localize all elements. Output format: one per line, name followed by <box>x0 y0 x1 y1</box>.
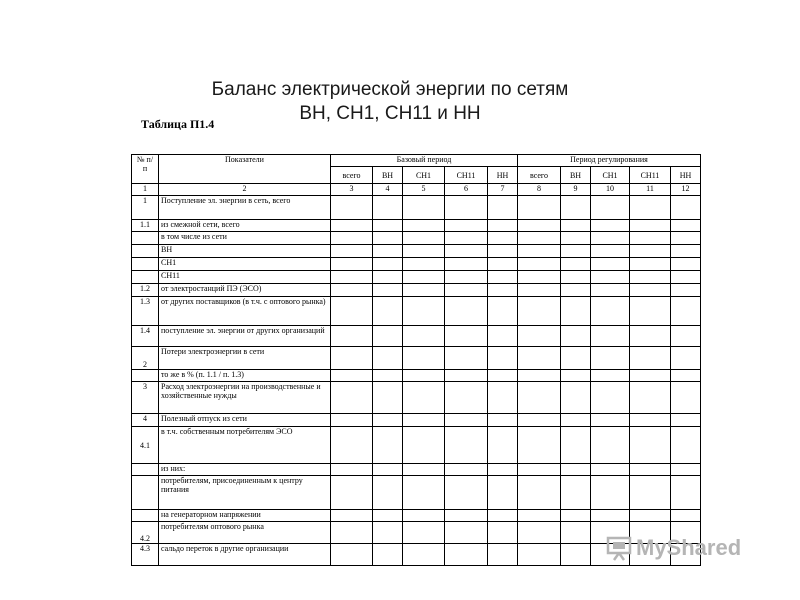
value-cell <box>488 544 518 566</box>
row-label: сальдо переток в другие организации <box>159 544 331 566</box>
value-cell <box>488 271 518 284</box>
value-cell <box>488 258 518 271</box>
row-number: 1.3 <box>132 297 159 326</box>
value-cell <box>518 297 561 326</box>
value-cell <box>518 271 561 284</box>
value-cell <box>671 347 701 370</box>
col-number: 6 <box>445 184 488 196</box>
value-cell <box>671 297 701 326</box>
row-label: потребителям, присоединенным к центру питания <box>159 476 331 510</box>
col-number: 11 <box>630 184 671 196</box>
value-cell <box>561 544 591 566</box>
table-row <box>132 196 701 220</box>
value-cell <box>445 464 488 476</box>
value-cell <box>403 196 445 220</box>
value-cell <box>488 522 518 544</box>
value-cell <box>488 232 518 245</box>
value-cell <box>445 347 488 370</box>
value-cell <box>488 284 518 297</box>
col-number: 1 <box>132 184 159 196</box>
value-cell <box>561 476 591 510</box>
value-cell <box>403 220 445 232</box>
value-cell <box>445 284 488 297</box>
row-label: Поступление эл. энергии в сеть, всего <box>159 196 331 220</box>
value-cell <box>331 427 373 464</box>
sub-header: СН1 <box>403 167 445 184</box>
col-number: 8 <box>518 184 561 196</box>
value-cell <box>403 347 445 370</box>
value-cell <box>331 220 373 232</box>
value-cell <box>373 544 403 566</box>
row-number <box>132 476 159 510</box>
value-cell <box>591 414 630 427</box>
table-row <box>132 510 701 522</box>
header-reg-period: Период регулирования <box>518 155 701 167</box>
table-row <box>132 258 701 271</box>
value-cell <box>373 232 403 245</box>
value-cell <box>445 522 488 544</box>
value-cell <box>445 326 488 347</box>
table-row <box>132 464 701 476</box>
value-cell <box>671 258 701 271</box>
value-cell <box>403 414 445 427</box>
value-cell <box>671 220 701 232</box>
value-cell <box>630 196 671 220</box>
value-cell <box>561 414 591 427</box>
value-cell <box>488 510 518 522</box>
value-cell <box>561 232 591 245</box>
value-cell <box>561 297 591 326</box>
row-number: 2 <box>132 347 159 370</box>
value-cell <box>373 382 403 414</box>
value-cell <box>373 297 403 326</box>
value-cell <box>518 510 561 522</box>
value-cell <box>561 245 591 258</box>
row-number: 4 <box>132 414 159 427</box>
value-cell <box>630 220 671 232</box>
row-number <box>132 510 159 522</box>
sub-header: всего <box>331 167 373 184</box>
value-cell <box>671 196 701 220</box>
value-cell <box>671 232 701 245</box>
value-cell <box>403 464 445 476</box>
value-cell <box>518 220 561 232</box>
table-row <box>132 245 701 258</box>
value-cell <box>331 522 373 544</box>
value-cell <box>445 370 488 382</box>
value-cell <box>331 476 373 510</box>
value-cell <box>373 522 403 544</box>
value-cell <box>630 284 671 297</box>
sub-header: ВН <box>373 167 403 184</box>
value-cell <box>630 297 671 326</box>
value-cell <box>630 271 671 284</box>
value-cell <box>445 476 488 510</box>
value-cell <box>331 258 373 271</box>
value-cell <box>591 370 630 382</box>
value-cell <box>561 370 591 382</box>
value-cell <box>518 284 561 297</box>
value-cell <box>671 284 701 297</box>
row-label: от электростанций ПЭ (ЭСО) <box>159 284 331 297</box>
table-row <box>132 284 701 297</box>
value-cell <box>561 522 591 544</box>
table-row <box>132 326 701 347</box>
slide-title <box>190 78 590 126</box>
table-row <box>132 297 701 326</box>
value-cell <box>445 427 488 464</box>
row-label: на генераторном напряжении <box>159 510 331 522</box>
value-cell <box>331 271 373 284</box>
row-number <box>132 370 159 382</box>
value-cell <box>518 326 561 347</box>
value-cell <box>488 464 518 476</box>
value-cell <box>591 347 630 370</box>
value-cell <box>403 476 445 510</box>
value-cell <box>630 232 671 245</box>
col-number: 3 <box>331 184 373 196</box>
value-cell <box>671 476 701 510</box>
col-number: 7 <box>488 184 518 196</box>
presentation-icon <box>606 535 632 561</box>
value-cell <box>445 232 488 245</box>
balance-table <box>131 154 701 566</box>
value-cell <box>630 258 671 271</box>
value-cell <box>373 220 403 232</box>
value-cell <box>630 464 671 476</box>
value-cell <box>591 427 630 464</box>
sub-header: СН1 <box>591 167 630 184</box>
value-cell <box>331 464 373 476</box>
sub-header: НН <box>671 167 701 184</box>
value-cell <box>561 271 591 284</box>
header-base-period: Базовый период <box>331 155 518 167</box>
value-cell <box>518 245 561 258</box>
value-cell <box>373 284 403 297</box>
value-cell <box>518 258 561 271</box>
row-number: 3 <box>132 382 159 414</box>
value-cell <box>331 284 373 297</box>
table-row <box>132 476 701 510</box>
row-number: 1.2 <box>132 284 159 297</box>
value-cell <box>630 326 671 347</box>
value-cell <box>373 510 403 522</box>
table-body <box>132 196 701 566</box>
table-row <box>132 220 701 232</box>
header-row-1 <box>132 155 701 167</box>
row-label: в т.ч. собственным потребителям ЭСО <box>159 427 331 464</box>
value-cell <box>331 414 373 427</box>
value-cell <box>488 220 518 232</box>
column-number-row <box>132 184 701 196</box>
value-cell <box>561 258 591 271</box>
watermark-text: MyShared <box>636 535 742 560</box>
value-cell <box>331 370 373 382</box>
value-cell <box>630 510 671 522</box>
value-cell <box>518 414 561 427</box>
value-cell <box>591 220 630 232</box>
row-label: СН11 <box>159 271 331 284</box>
value-cell <box>488 382 518 414</box>
value-cell <box>373 464 403 476</box>
table-label: Таблица П1.4 <box>141 117 215 131</box>
value-cell <box>671 414 701 427</box>
table-row <box>132 382 701 414</box>
value-cell <box>518 382 561 414</box>
value-cell <box>403 271 445 284</box>
value-cell <box>488 414 518 427</box>
row-label: Расход электроэнергии на производственные и хозяйственные нужды <box>159 382 331 414</box>
value-cell <box>488 297 518 326</box>
value-cell <box>488 427 518 464</box>
value-cell <box>403 427 445 464</box>
row-label: Полезный отпуск из сети <box>159 414 331 427</box>
col-number: 10 <box>591 184 630 196</box>
row-label: в том числе из сети <box>159 232 331 245</box>
value-cell <box>630 245 671 258</box>
value-cell <box>591 326 630 347</box>
row-number: 4.2 <box>132 522 159 544</box>
table-row <box>132 414 701 427</box>
value-cell <box>403 326 445 347</box>
value-cell <box>331 232 373 245</box>
title-line-1: Баланс электрической энергии по сетям <box>211 79 569 100</box>
row-number <box>132 464 159 476</box>
header-no: № п/ п <box>132 155 159 184</box>
value-cell <box>671 510 701 522</box>
row-number <box>132 271 159 284</box>
value-cell <box>518 476 561 510</box>
value-cell <box>445 297 488 326</box>
table-row <box>132 232 701 245</box>
value-cell <box>373 245 403 258</box>
value-cell <box>518 522 561 544</box>
value-cell <box>518 544 561 566</box>
value-cell <box>518 464 561 476</box>
value-cell <box>671 382 701 414</box>
table-row <box>132 370 701 382</box>
value-cell <box>561 382 591 414</box>
watermark <box>606 535 741 561</box>
title-line-2: ВН, СН1, СН11 и НН <box>299 103 481 124</box>
value-cell <box>630 347 671 370</box>
value-cell <box>591 382 630 414</box>
value-cell <box>561 464 591 476</box>
value-cell <box>518 427 561 464</box>
value-cell <box>403 258 445 271</box>
value-cell <box>671 427 701 464</box>
value-cell <box>591 258 630 271</box>
value-cell <box>445 510 488 522</box>
value-cell <box>331 245 373 258</box>
value-cell <box>630 370 671 382</box>
value-cell <box>445 245 488 258</box>
value-cell <box>561 347 591 370</box>
value-cell <box>403 245 445 258</box>
value-cell <box>630 427 671 464</box>
value-cell <box>488 347 518 370</box>
row-label: из них: <box>159 464 331 476</box>
row-label: Потери электроэнергии в сети <box>159 347 331 370</box>
value-cell <box>445 544 488 566</box>
value-cell <box>591 464 630 476</box>
value-cell <box>488 370 518 382</box>
col-number: 9 <box>561 184 591 196</box>
value-cell <box>445 220 488 232</box>
sub-header: ВН <box>561 167 591 184</box>
value-cell <box>373 347 403 370</box>
row-number: 1 <box>132 196 159 220</box>
sub-header: всего <box>518 167 561 184</box>
value-cell <box>403 544 445 566</box>
row-number <box>132 245 159 258</box>
value-cell <box>373 476 403 510</box>
row-number <box>132 232 159 245</box>
row-label: то же в % (п. 1.1 / п. 1.3) <box>159 370 331 382</box>
value-cell <box>518 232 561 245</box>
value-cell <box>518 370 561 382</box>
value-cell <box>671 464 701 476</box>
value-cell <box>591 271 630 284</box>
table-row <box>132 427 701 464</box>
value-cell <box>373 326 403 347</box>
sub-header: НН <box>488 167 518 184</box>
row-label: потребителям оптового рынка <box>159 522 331 544</box>
value-cell <box>488 245 518 258</box>
value-cell <box>403 232 445 245</box>
col-number: 5 <box>403 184 445 196</box>
row-number: 1.1 <box>132 220 159 232</box>
table-row <box>132 271 701 284</box>
value-cell <box>445 382 488 414</box>
value-cell <box>591 476 630 510</box>
value-cell <box>373 258 403 271</box>
value-cell <box>373 414 403 427</box>
value-cell <box>403 510 445 522</box>
row-label: от других поставщиков (в т.ч. с оптового рынка) <box>159 297 331 326</box>
value-cell <box>373 196 403 220</box>
value-cell <box>331 297 373 326</box>
value-cell <box>373 427 403 464</box>
row-label: из смежной сети, всего <box>159 220 331 232</box>
value-cell <box>561 196 591 220</box>
value-cell <box>630 382 671 414</box>
value-cell <box>561 284 591 297</box>
value-cell <box>403 382 445 414</box>
row-number: 4.3 <box>132 544 159 566</box>
value-cell <box>403 522 445 544</box>
value-cell <box>671 245 701 258</box>
value-cell <box>518 347 561 370</box>
value-cell <box>488 196 518 220</box>
value-cell <box>403 284 445 297</box>
value-cell <box>445 271 488 284</box>
value-cell <box>331 196 373 220</box>
value-cell <box>373 271 403 284</box>
value-cell <box>671 370 701 382</box>
value-cell <box>331 510 373 522</box>
row-label: ВН <box>159 245 331 258</box>
value-cell <box>561 220 591 232</box>
row-label: СН1 <box>159 258 331 271</box>
row-number: 4.1 <box>132 427 159 464</box>
value-cell <box>373 370 403 382</box>
value-cell <box>591 284 630 297</box>
value-cell <box>591 510 630 522</box>
row-number <box>132 258 159 271</box>
value-cell <box>561 510 591 522</box>
row-number: 1.4 <box>132 326 159 347</box>
value-cell <box>331 382 373 414</box>
value-cell <box>445 258 488 271</box>
row-label: поступление эл. энергии от других организаций <box>159 326 331 347</box>
sub-header: СН11 <box>630 167 671 184</box>
col-number: 2 <box>159 184 331 196</box>
value-cell <box>331 544 373 566</box>
col-number: 12 <box>671 184 701 196</box>
value-cell <box>488 326 518 347</box>
value-cell <box>561 326 591 347</box>
value-cell <box>445 414 488 427</box>
value-cell <box>331 347 373 370</box>
col-number: 4 <box>373 184 403 196</box>
value-cell <box>671 326 701 347</box>
value-cell <box>630 476 671 510</box>
value-cell <box>591 196 630 220</box>
value-cell <box>403 297 445 326</box>
value-cell <box>591 245 630 258</box>
value-cell <box>488 476 518 510</box>
value-cell <box>671 271 701 284</box>
value-cell <box>591 297 630 326</box>
value-cell <box>630 414 671 427</box>
value-cell <box>403 370 445 382</box>
value-cell <box>445 196 488 220</box>
table-row <box>132 347 701 370</box>
sub-header: СН11 <box>445 167 488 184</box>
value-cell <box>518 196 561 220</box>
value-cell <box>561 427 591 464</box>
header-indicators: Показатели <box>159 155 331 184</box>
value-cell <box>331 326 373 347</box>
value-cell <box>591 232 630 245</box>
